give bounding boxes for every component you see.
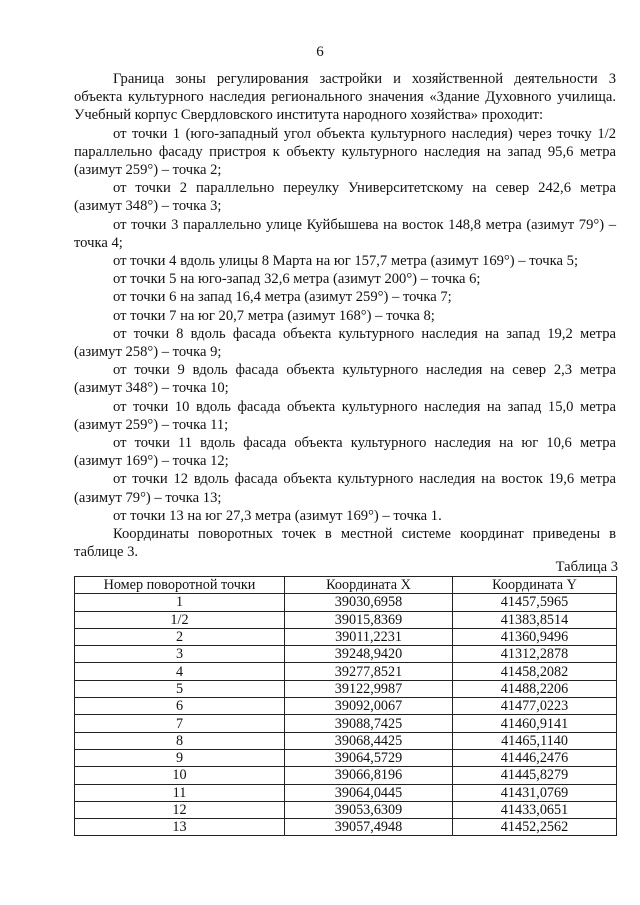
table-cell: 10	[75, 767, 285, 784]
table-cell: 41383,8514	[453, 611, 617, 628]
table-cell: 39068,4425	[285, 732, 453, 749]
table-row	[75, 767, 617, 784]
table-cell: 41312,2878	[453, 646, 617, 663]
table-cell: 39066,8196	[285, 767, 453, 784]
table-cell: 39122,9987	[285, 680, 453, 697]
table-cell: 11	[75, 784, 285, 801]
table-cell: 6	[75, 698, 285, 715]
column-header: Координата X	[285, 577, 453, 594]
table-cell: 41452,2562	[453, 819, 617, 836]
table-row	[75, 819, 617, 836]
table-row	[75, 594, 617, 611]
table-row	[75, 732, 617, 749]
table-cell: 1	[75, 594, 285, 611]
table-row	[75, 784, 617, 801]
table-header-row	[75, 577, 617, 594]
table-cell: 39092,0067	[285, 698, 453, 715]
table-cell: 41488,2206	[453, 680, 617, 697]
table-cell: 13	[75, 819, 285, 836]
paragraph: от точки 4 вдоль улицы 8 Марта на юг 157,7 метра (азимут 169°) – точка 5;	[113, 253, 578, 270]
paragraph: от точки 11 вдоль фасада объекта культурного наследия на юг 10,6 метра (азимут 169°) – точка 12;	[74, 435, 616, 470]
table-cell: 41433,0651	[453, 801, 617, 818]
table-cell: 1/2	[75, 611, 285, 628]
table-cell: 39030,6958	[285, 594, 453, 611]
column-header: Номер поворотной точки	[75, 577, 285, 594]
table-cell: 39064,0445	[285, 784, 453, 801]
paragraph: от точки 7 на юг 20,7 метра (азимут 168°) – точка 8;	[113, 307, 435, 324]
table-cell: 41457,5965	[453, 594, 617, 611]
table-cell: 5	[75, 680, 285, 697]
paragraph: Координаты поворотных точек в местной системе координат приведены в таблице 3.	[74, 526, 616, 561]
table-row	[75, 646, 617, 663]
paragraph: от точки 3 параллельно улице Куйбышева на восток 148,8 метра (азимут 79°) – точка 4;	[74, 216, 616, 251]
paragraph: от точки 9 вдоль фасада объекта культурного наследия на север 2,3 метра (азимут 348°) – точка 10;	[74, 362, 616, 397]
table-row	[75, 698, 617, 715]
table-row	[75, 611, 617, 628]
table-cell: 41446,2476	[453, 749, 617, 766]
table-caption: Таблица 3	[555, 559, 618, 575]
table-cell: 41460,9141	[453, 715, 617, 732]
document-body	[74, 70, 616, 561]
coordinates-table	[74, 576, 617, 836]
paragraph: Граница зоны регулирования застройки и хозяйственной деятельности 3 объекта культурного наследия регионального значения «Здание Духовного училища. Учебный корпус Свердловского института народного хозяйства» проходит:	[74, 71, 616, 124]
table-cell: 3	[75, 646, 285, 663]
table-cell: 7	[75, 715, 285, 732]
paragraph: от точки 2 параллельно переулку Университетскому на север 242,6 метра (азимут 348°) – точка 3;	[74, 180, 616, 215]
table-cell: 39064,5729	[285, 749, 453, 766]
table-cell: 41465,1140	[453, 732, 617, 749]
table-cell: 41458,2082	[453, 663, 617, 680]
table-row	[75, 628, 617, 645]
table-cell: 2	[75, 628, 285, 645]
paragraph: от точки 12 вдоль фасада объекта культурного наследия на восток 19,6 метра (азимут 79°) – точка 13;	[74, 471, 616, 506]
table-cell: 39053,6309	[285, 801, 453, 818]
paragraph: от точки 1 (юго-западный угол объекта культурного наследия) через точку 1/2 параллельно фасаду пристроя к объекту культурного наследия на запад 95,6 метра (азимут 259°) – точка 2;	[74, 125, 616, 179]
page-number: 6	[316, 44, 324, 60]
table-cell: 39011,2231	[285, 628, 453, 645]
table-cell: 39277,8521	[285, 663, 453, 680]
column-header: Координата Y	[453, 577, 617, 594]
table-cell: 4	[75, 663, 285, 680]
paragraph: от точки 13 на юг 27,3 метра (азимут 169°) – точка 1.	[113, 507, 442, 524]
paragraph: от точки 8 вдоль фасада объекта культурного наследия на запад 19,2 метра (азимут 258°) – точка 9;	[74, 325, 616, 361]
table-row	[75, 680, 617, 697]
paragraph: от точки 10 вдоль фасада объекта культурного наследия на запад 15,0 метра (азимут 259°) – точка 11;	[74, 398, 616, 433]
table-row	[75, 801, 617, 818]
table-row	[75, 749, 617, 766]
table-cell: 39248,9420	[285, 646, 453, 663]
table-cell: 41431,0769	[453, 784, 617, 801]
table-cell: 39088,7425	[285, 715, 453, 732]
table-row	[75, 715, 617, 732]
paragraph: от точки 5 на юго-запад 32,6 метра (азимут 200°) – точка 6;	[113, 271, 481, 288]
table-row	[75, 663, 617, 680]
paragraph: от точки 6 на запад 16,4 метра (азимут 259°) – точка 7;	[113, 289, 452, 306]
table-cell: 39057,4948	[285, 819, 453, 836]
table-cell: 41445,8279	[453, 767, 617, 784]
table-cell: 41360,9496	[453, 628, 617, 645]
table-cell: 8	[75, 732, 285, 749]
table-cell: 9	[75, 749, 285, 766]
table-cell: 41477,0223	[453, 698, 617, 715]
table-cell: 39015,8369	[285, 611, 453, 628]
table-cell: 12	[75, 801, 285, 818]
